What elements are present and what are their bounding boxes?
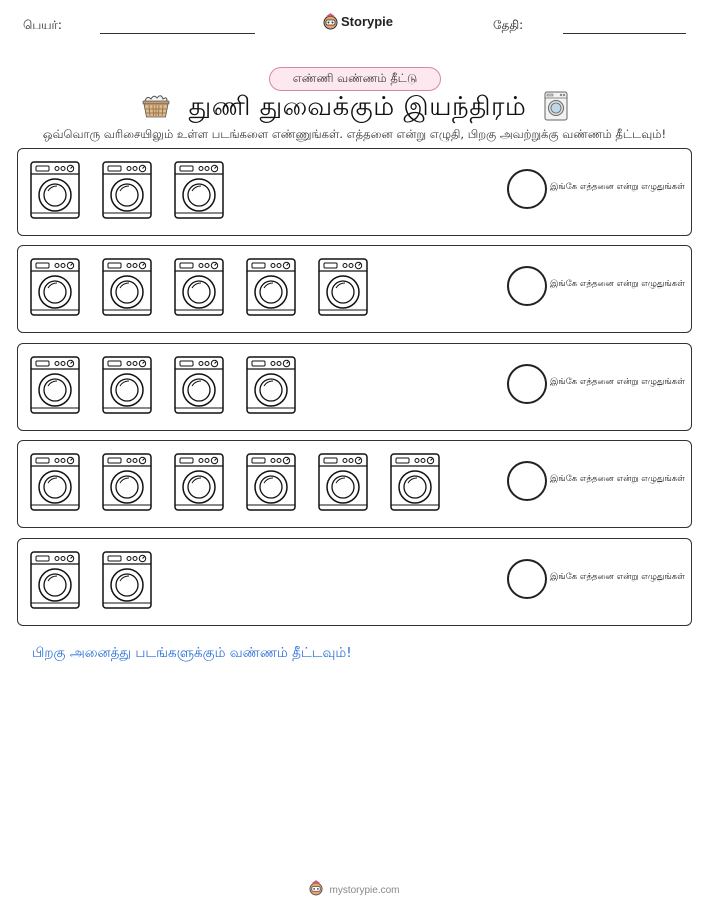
washing-machine-icon (102, 258, 152, 316)
brand (323, 13, 393, 30)
storypie-logo-icon (309, 880, 323, 900)
washing-machine-icon (390, 453, 440, 511)
counting-row (17, 440, 692, 528)
washing-machine-icon (174, 161, 224, 219)
washing-machine-icon (246, 356, 296, 414)
counting-row (17, 538, 692, 626)
washing-machine-icon (246, 258, 296, 316)
washing-machine-icon (102, 161, 152, 219)
answer-hint: இங்கே எத்தனை என்று எழுதுங்கள் (550, 572, 685, 582)
answer-circle[interactable] (507, 266, 547, 306)
worksheet-type-badge: எண்ணி வண்ணம் தீட்டு (269, 67, 441, 91)
brand-name: Storypie (341, 14, 394, 29)
washing-machine-icon (174, 258, 224, 316)
title-row (0, 90, 709, 126)
date-line[interactable] (563, 33, 686, 34)
washing-machine-icon (30, 453, 80, 511)
washing-machine-icon (318, 258, 368, 316)
washing-machine-icon (174, 356, 224, 414)
washing-machine-icon (246, 453, 296, 511)
counting-row (17, 245, 692, 333)
washing-machine-icon (30, 161, 80, 219)
page-title: துணி துவைக்கும் இயந்திரம் (188, 91, 527, 122)
machine-group (30, 161, 224, 219)
answer-hint: இங்கே எத்தனை என்று எழுதுங்கள் (550, 182, 685, 192)
answer-hint: இங்கே எத்தனை என்று எழுதுங்கள் (550, 377, 685, 387)
name-label: பெயர்: (23, 18, 62, 32)
answer-circle[interactable] (507, 559, 547, 599)
counting-row (17, 343, 692, 431)
instructions: ஒவ்வொரு வரிசையிலும் உள்ள படங்களை எண்ணுங்கள். எத்தனை என்று எழுதி, பிறகு அவற்றுக்கு வண்ணம் தீட்டவும்! (42, 127, 667, 141)
answer-hint: இங்கே எத்தனை என்று எழுதுங்கள் (550, 474, 685, 484)
machine-group (30, 453, 440, 511)
washing-machine-icon (544, 91, 568, 125)
laundry-basket-icon (141, 93, 171, 123)
footer-brand (0, 880, 709, 900)
machine-group (30, 356, 296, 414)
washing-machine-icon (174, 453, 224, 511)
name-line[interactable] (100, 33, 255, 34)
answer-circle[interactable] (507, 364, 547, 404)
washing-machine-icon (30, 356, 80, 414)
date-label: தேதி: (493, 18, 524, 32)
washing-machine-icon (30, 258, 80, 316)
washing-machine-icon (102, 356, 152, 414)
answer-hint: இங்கே எத்தனை என்று எழுதுங்கள் (550, 279, 685, 289)
machine-group (30, 258, 368, 316)
washing-machine-icon (102, 453, 152, 511)
answer-circle[interactable] (507, 169, 547, 209)
answer-circle[interactable] (507, 461, 547, 501)
machine-group (30, 551, 152, 609)
footer-url: mystorypie.com (329, 884, 400, 896)
washing-machine-icon (102, 551, 152, 609)
washing-machine-icon (30, 551, 80, 609)
washing-machine-icon (318, 453, 368, 511)
footer-note: பிறகு அனைத்து படங்களுக்கும் வண்ணம் தீட்டவும்! (32, 645, 352, 661)
storypie-logo-icon (323, 13, 338, 30)
counting-row (17, 148, 692, 236)
